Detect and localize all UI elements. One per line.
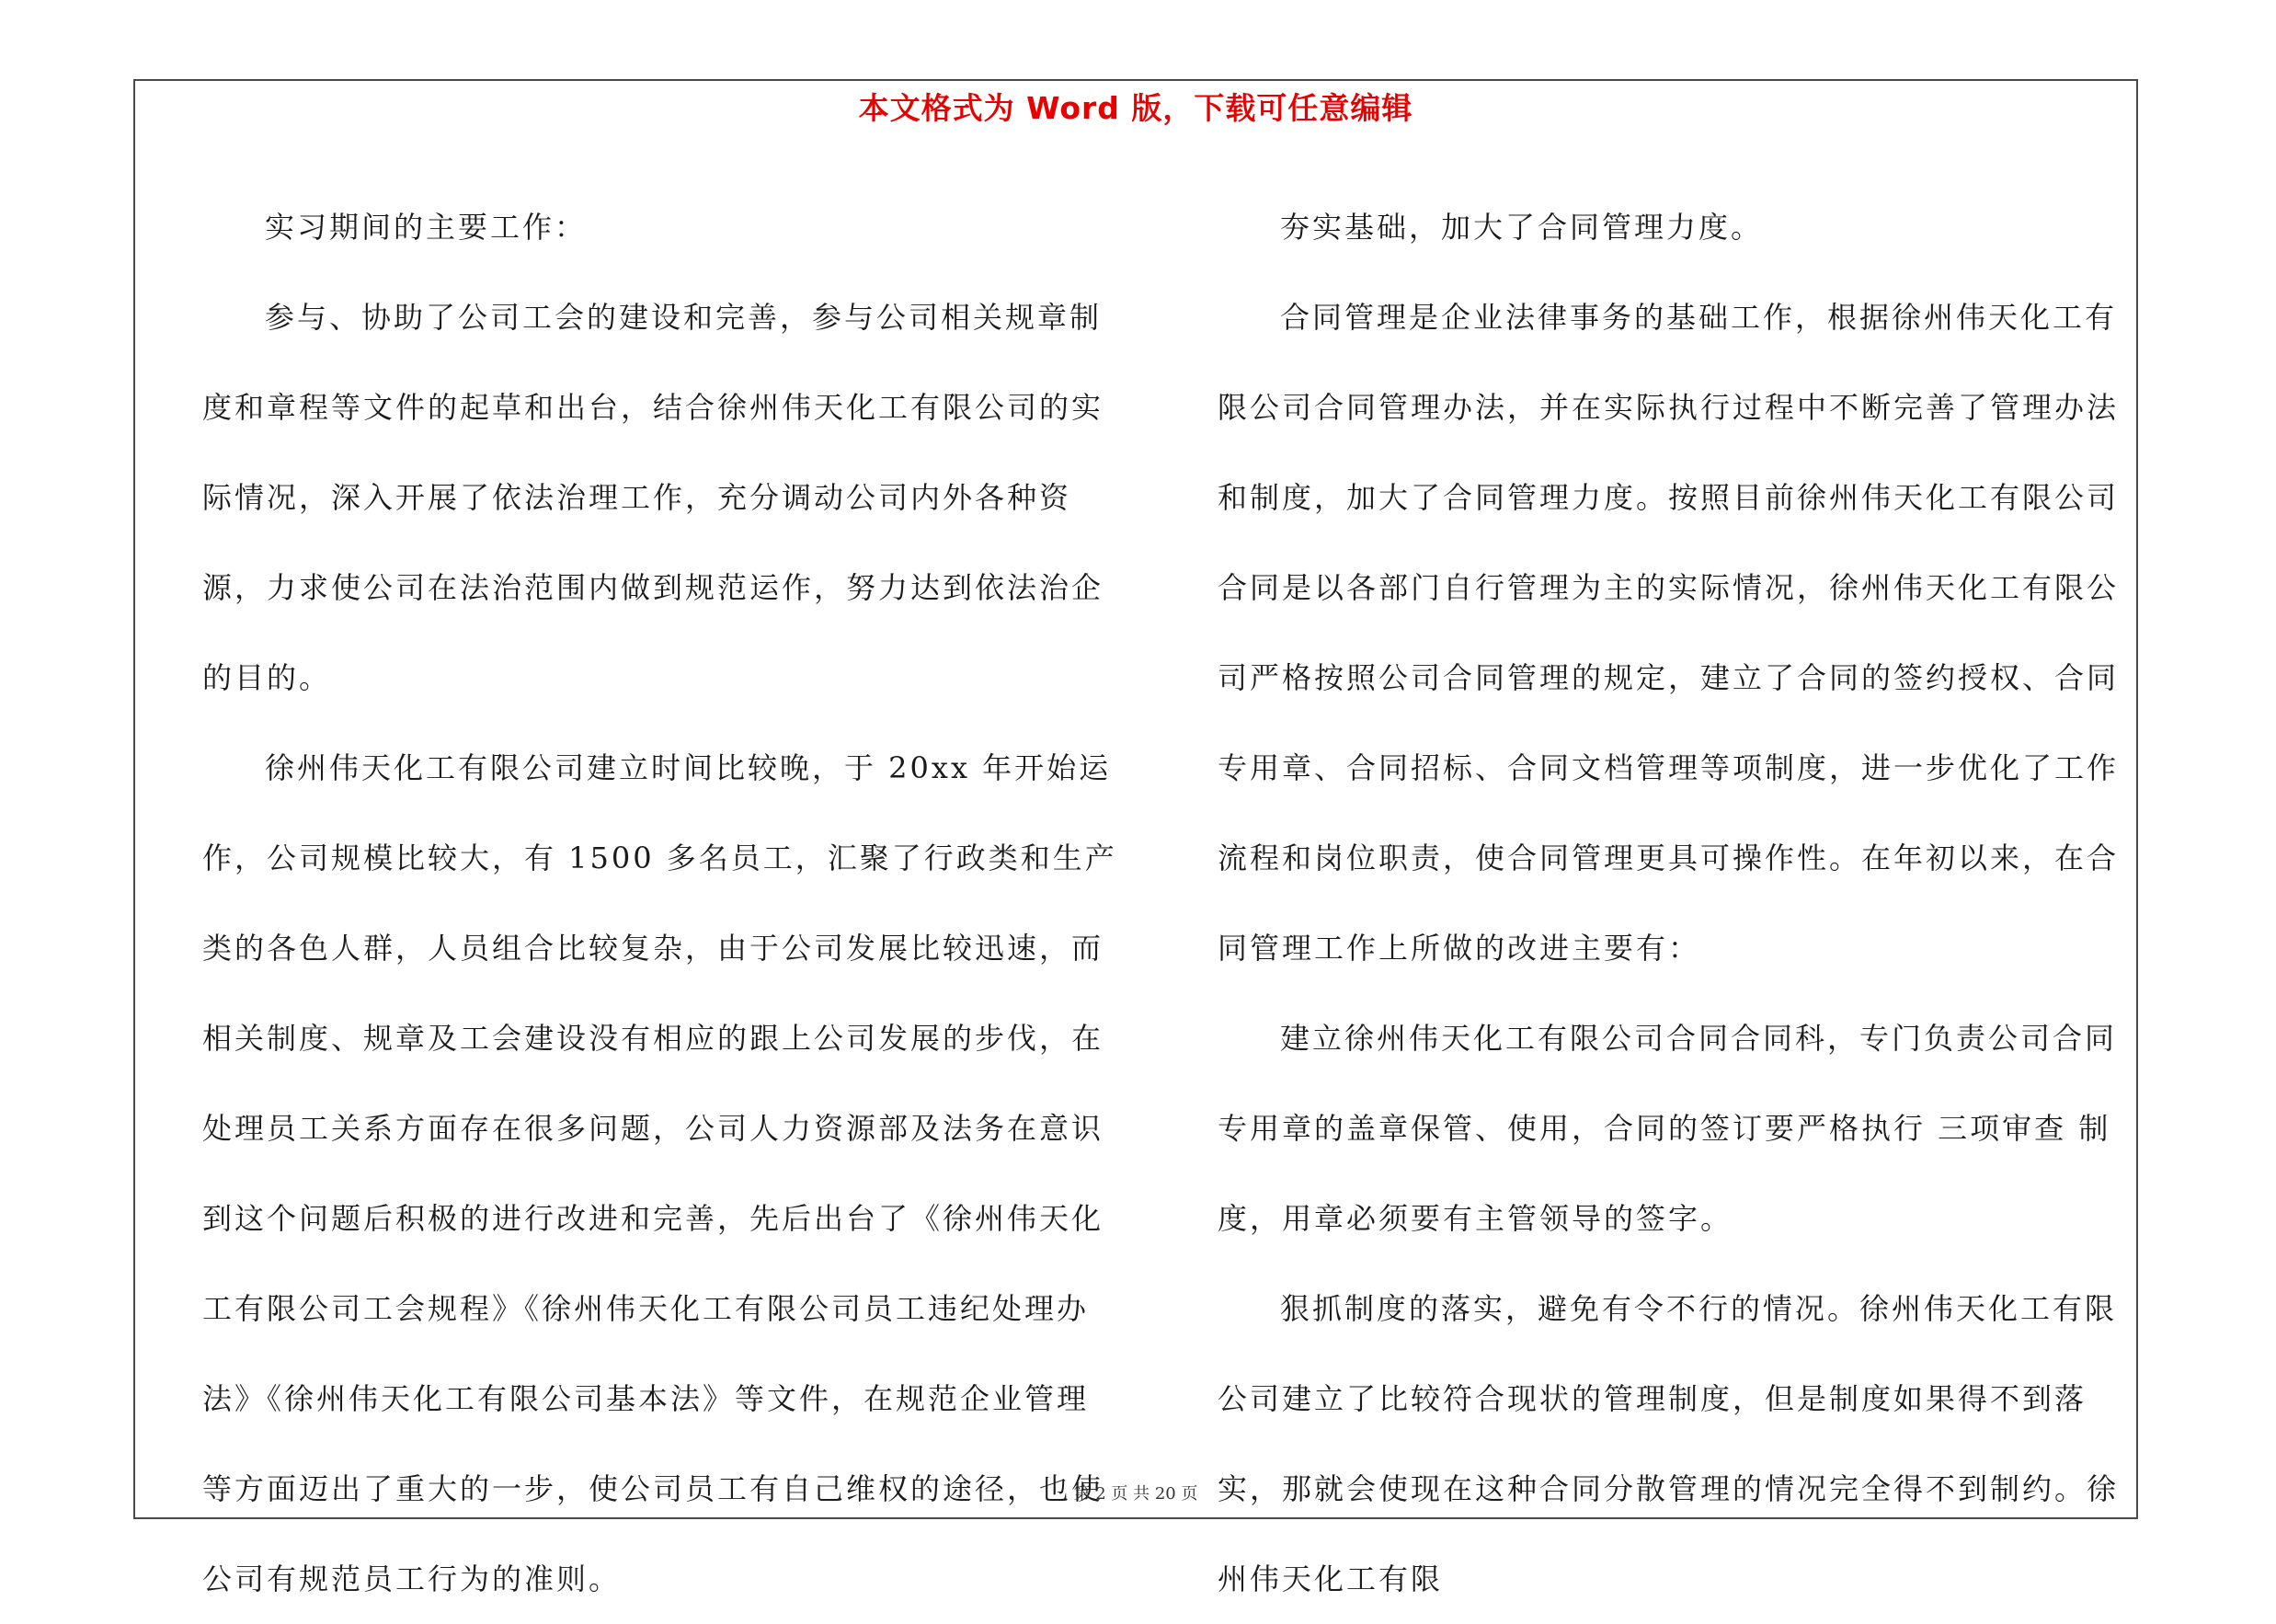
left-column xyxy=(202,182,1120,1624)
paragraph: 狠抓制度的落实，避免有令不行的情况。徐州伟天化工有限公司建立了比较符合现状的管理制度，但是制度如果得不到落实，那就会使现在这种合同分散管理的情况完全得不到制约。徐州伟天化工有限 xyxy=(1218,1291,2120,1596)
paragraph: 徐州伟天化工有限公司建立时间比较晚，于 20xx 年开始运作，公司规模比较大，有 1500 多名员工，汇聚了行政类和生产类的各色人群，人员组合比较复杂，由于公司发展比较迅速，而相关制度、规章及工会建设没有相应的跟上公司发展的步伐，在处理员工关系方面存在很多问题，公司人力资源部及法务在意识到这个问题后积极的进行改进和完善，先后出台了《徐州伟天化工有限公司工会规程》《徐州伟天化工有限公司员工违纪处理办法》《徐州伟天化工有限公司基本法》等文件，在规范企业管理等方面迈出了重大的一步，使公司员工有自己维权的途径，也使公司有规范员工行为的准则。 xyxy=(202,750,1117,1596)
right-column xyxy=(1218,182,2137,1624)
paragraph: 实习期间的主要工作： xyxy=(265,210,588,245)
paragraph: 合同管理是企业法律事务的基础工作，根据徐州伟天化工有限公司合同管理办法，并在实际执行过程中不断完善了管理办法和制度，加大了合同管理力度。按照目前徐州伟天化工有限公司合同是以各部门自行管理为主的实际情况，徐州伟天化工有限公司严格按照公司合同管理的规定，建立了合同的签约授权、合同专用章、合同招标、合同文档管理等项制度，进一步优化了工作流程和岗位职责，使合同管理更具可操作性。在年初以来，在合同管理工作上所做的改进主要有： xyxy=(1218,300,2120,966)
format-banner: 本文格式为 Word 版，下载可任意编辑 xyxy=(858,90,1413,126)
page-number: 第 2 页 共 20 页 xyxy=(1073,1484,1198,1504)
paragraph: 夯实基础，加大了合同管理力度。 xyxy=(1280,210,1764,245)
paragraph: 参与、协助了公司工会的建设和完善，参与公司相关规章制度和章程等文件的起草和出台，结合徐州伟天化工有限公司的实际情况，深入开展了依法治理工作，充分调动公司内外各种资源，力求使公司在法治范围内做到规范运作，努力达到依法治企的目的。 xyxy=(202,300,1104,695)
paragraph: 建立徐州伟天化工有限公司合同合同科，专门负责公司合同专用章的盖章保管、使用，合同的签订要严格执行 三项审查 制度，用章必须要有主管领导的签字。 xyxy=(1218,1021,2118,1236)
